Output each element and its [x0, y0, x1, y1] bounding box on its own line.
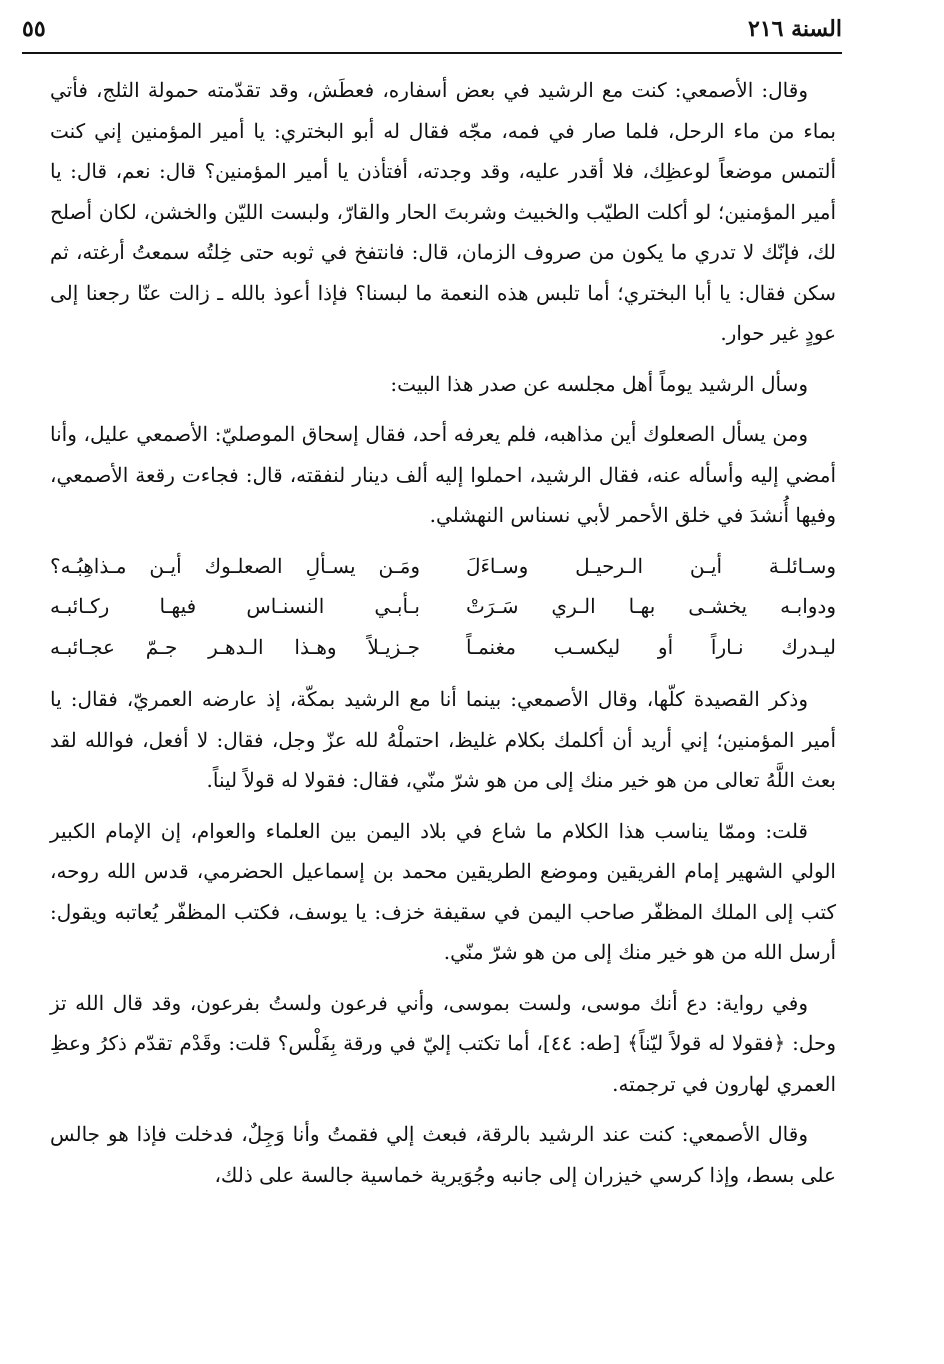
paragraph-hadrami-muzaffar: قلت: وممّا يناسب هذا الكلام ما شاع في بلاد اليمن بين العلماء والعوام، إن الإمام الكبير الولي الشهير إمام الفريقين وموضع الطريقين محمد بن إسماعيل الحضرمي، قدس الله روحه، كتب إلى الملك المظفّر صاحب اليمن في سقيفة خزف: يا يوسف، فكتب المظفّر يُعاتبه ويقول: أرسل الله من هو خير منك إلى من هو شرّ منّي. — [50, 818, 836, 964]
poem — [50, 546, 836, 668]
poem-verse — [50, 546, 836, 587]
hemistich-first: ليـدرك نـاراً أو ليكسـب مغنمـاً — [466, 634, 836, 659]
paragraph-rashid-question: وسأل الرشيد يوماً أهل مجلسه عن صدر هذا البيت: — [390, 371, 808, 396]
hemistich-second: ومَـن يسـألِ الصعلـوك أيـن مـذاهِبُـه؟ — [50, 553, 420, 578]
hemistich-second: جـزيـلاً وهـذا الـدهـر جـمّ عجـائبـه — [50, 634, 420, 659]
paragraph-asmai-raqqa: وقال الأصمعي: كنت عند الرشيد بالرقة، فبعث إلي فقمتُ وأنا وَجِلٌ، فدخلت فإذا هو جالس على بسط، وإذا كرسي خيزران إلى جانبه وجُوَيرية خماسية جالسة على ذلك، — [50, 1122, 836, 1187]
page-number: ٥٥ — [22, 16, 46, 42]
poem-verse — [50, 586, 836, 627]
hemistich-first: وسـائلـة أيـن الـرحيـل وسـاءَلَ — [466, 553, 836, 578]
hemistich-first: ودوابـه يخشـى بهـا الـري سَـرَتْ — [466, 594, 836, 618]
running-head: السنة ٢١٦ — [748, 16, 842, 42]
poem-verse — [50, 627, 836, 668]
main-text — [50, 70, 836, 1205]
paragraph-suluk-answer: ومن يسأل الصعلوك أين مذاهبه، فلم يعرفه أحد، فقال إسحاق الموصليّ: الأصمعي عليل، وأنا أمضي إليه وأسأله عنه، فقال الرشيد، احملوا إليه ألف دينار لنفقته، قال: فجاءت رقعة الأصمعي، وفيها أُنشدَ في خلق الأحمر لأبي نسناس النهشلي. — [50, 422, 836, 527]
paragraph-umari-mecca: وذكر القصيدة كلّها، وقال الأصمعي: بينما أنا مع الرشيد بمكّة، إذ عارضه العمريّ، فقال: يا أمير المؤمنين؛ إني أريد أن أكلمك بكلام غليظ، احتملْهُ لله عزّ وجل، فقال: لا أفعل، فوالله لقد بعث اللَّهُ تعالى من هو خير منك إلى من هو شرّ منّي، فقال: فقولا له قولاً ليناً. — [50, 687, 836, 792]
paragraph-another-narration: وفي رواية: دع أنك موسى، ولست بموسى، وأني فرعون ولستُ بفرعون، وقد قال الله تز وحل: ﴿فقولا له قولاً ليّناً﴾ [طه: ٤٤]، أما تكتب إليّ في ورقة بِفَلْس؟ قلت: وقَدْم تقدّم ذكرُ وعظِ العمري لهارون في ترجمته. — [50, 990, 836, 1096]
header-divider — [22, 52, 842, 54]
paragraph-asmai-rashid-travel: وقال: الأصمعي: كنت مع الرشيد في بعض أسفاره، فعطَش، وقد تقدّمته حمولة الثلج، فأتي بماء من ماء الرحل، فلما صار في فمه، مجّه فقال له أبو البختري: يا أمير المؤمنين إني كنت ألتمس موضعاً لوعظِك، فلا أقدر عليه، وقد وجدته، أفتأذن يا أمير المؤمنين؟ قال: نعم، قال: يا أمير المؤمنين؛ لو أكلت الطيّب والخبيث وشربتَ الحار والقارّ، ولبست الليّن والخشن، لكان أصلح لك، فإنّك لا تدري ما يكون من صروف الزمان، قال: فانتفخ في ثوبه حتى خِلتُه سمعتُ أرغته، ثم سكن فقال: يا أبا البختري؛ أما تلبس هذه النعمة ما لبسنا؟ فإذا أعوذ بالله ـ زالت عنّا رجعنا إلى عودٍ غير حوار. — [50, 78, 836, 345]
hemistich-second: بـأبـي النسنـاس فيهـا ركـائبـه — [50, 594, 420, 618]
page-header — [22, 14, 842, 48]
